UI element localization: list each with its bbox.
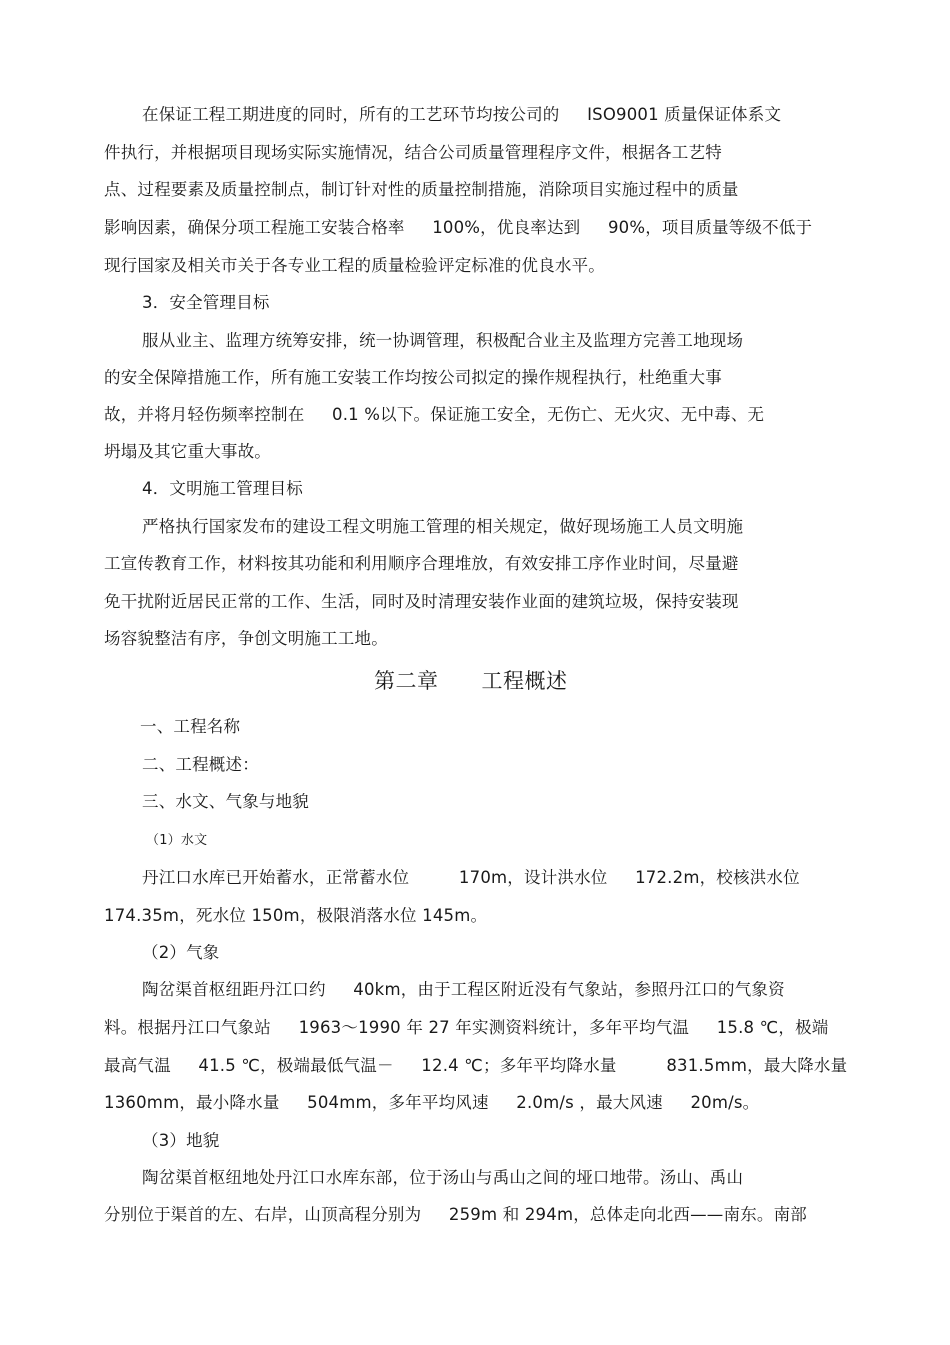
- outline-item: 二、工程概述：: [142, 755, 259, 774]
- subsection-heading: （2）气象: [142, 943, 220, 962]
- body-line: 1360mm，最小降水量 504mm，多年平均风速 2.0m/s ，最大风速 20m/s。: [104, 1093, 760, 1112]
- body-line: 174.35m，死水位 150m，极限消落水位 145m。: [104, 906, 488, 925]
- body-line: 分别位于渠首的左、右岸，山顶高程分别为 259m 和 294m，总体走向北西——南东。南部: [104, 1205, 808, 1224]
- section-heading: 4．文明施工管理目标: [142, 479, 303, 498]
- outline-item: 一、工程名称: [140, 717, 241, 736]
- section-heading: 3．安全管理目标: [142, 293, 270, 312]
- body-line: 丹江口水库已开始蓄水，正常蓄水位 170m，设计洪水位 172.2m，校核洪水位: [142, 868, 800, 887]
- body-line: 料。根据丹江口气象站 1963～1990 年 27 年实测资料统计，多年平均气温 15.8 ℃，极端: [104, 1018, 829, 1037]
- body-line: 陶岔渠首枢纽地处丹江口水库东部，位于汤山与禹山之间的垭口地带。汤山、禹山: [142, 1168, 744, 1187]
- body-line: 场容貌整洁有序，争创文明施工工地。: [104, 629, 388, 648]
- body-line: 免干扰附近居民正常的工作、生活，同时及时清理安装作业面的建筑垃圾，保持安装现: [104, 592, 739, 611]
- subsection-heading: （1）水文: [146, 833, 208, 848]
- body-line: 服从业主、监理方统筹安排，统一协调管理，积极配合业主及监理方完善工地现场: [142, 331, 744, 350]
- body-line: 现行国家及相关市关于各专业工程的质量检验评定标准的优良水平。: [104, 256, 605, 275]
- body-line: 点、过程要素及质量控制点，制订针对性的质量控制措施，消除项目实施过程中的质量: [104, 180, 739, 199]
- body-line: 影响因素，确保分项工程施工安装合格率 100%，优良率达到 90%，项目质量等级不低于: [104, 218, 813, 237]
- body-line: 件执行，并根据项目现场实际实施情况，结合公司质量管理程序文件，根据各工艺特: [104, 143, 722, 162]
- body-line: 最高气温 41.5 ℃，极端最低气温－ 12.4 ℃；多年平均降水量 831.5mm，最大降水量: [104, 1056, 848, 1075]
- body-line: 坍塌及其它重大事故。: [104, 442, 271, 461]
- chapter-title: 第二章 工程概述: [374, 669, 568, 693]
- body-line: 工宣传教育工作，材料按其功能和利用顺序合理堆放，有效安排工序作业时间，尽量避: [104, 554, 739, 573]
- body-line: 故，并将月轻伤频率控制在 0.1 %以下。保证施工安全，无伤亡、无火灾、无中毒、无: [104, 405, 765, 424]
- body-line: 陶岔渠首枢纽距丹江口约 40km，由于工程区附近没有气象站，参照丹江口的气象资: [142, 980, 785, 999]
- body-line: 严格执行国家发布的建设工程文明施工管理的相关规定，做好现场施工人员文明施: [142, 517, 744, 536]
- subsection-heading: （3）地貌: [142, 1131, 220, 1150]
- outline-item: 三、水文、气象与地貌: [142, 792, 309, 811]
- body-line: 的安全保障措施工作，所有施工安装工作均按公司拟定的操作规程执行，杜绝重大事: [104, 368, 722, 387]
- body-line: 在保证工程工期进度的同时，所有的工艺环节均按公司的 ISO9001 质量保证体系文: [142, 105, 782, 124]
